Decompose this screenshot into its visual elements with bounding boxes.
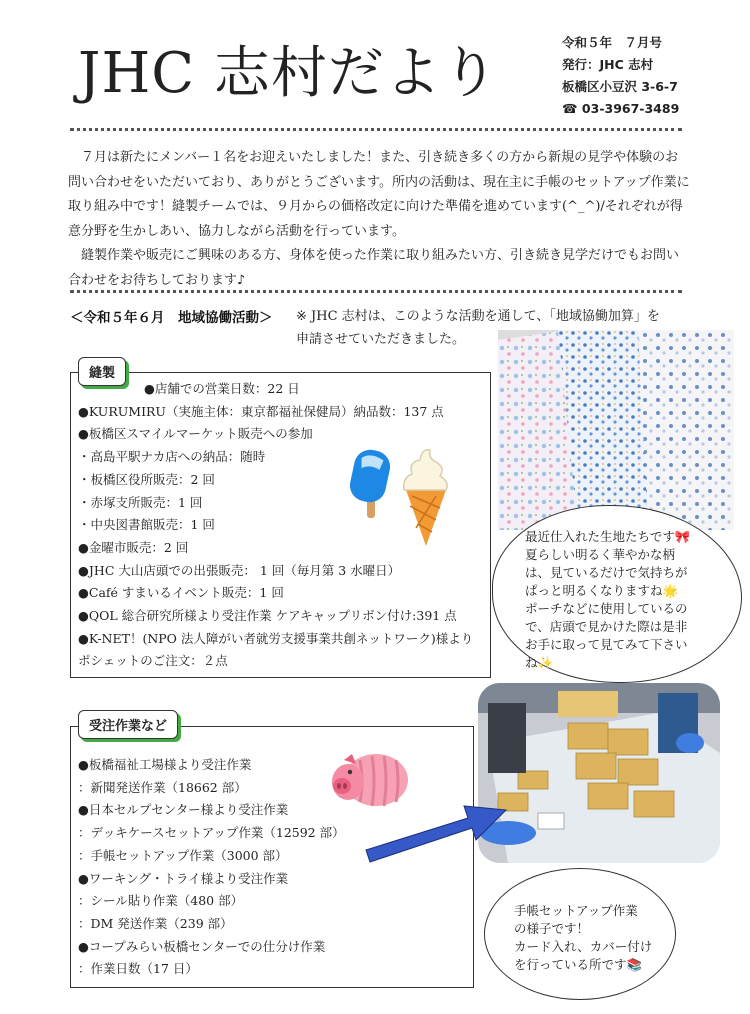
list-item: ・板橋区役所販売：2 回 — [78, 471, 215, 487]
list-item: ：シール貼り作業（480 部） — [78, 893, 244, 909]
caption-line: ね✨ — [525, 655, 554, 670]
caption-line: ぱっと明るくなりますね🌟 — [525, 583, 679, 598]
list-item: ●板橋区スマイルマーケット販売への参加 — [78, 426, 313, 442]
list-item: ●店舗での営業日数：22 日 — [144, 381, 300, 396]
list-item: ●コープみらい板橋センターでの仕分け作業 — [78, 938, 326, 954]
list-item: ：デッキケースセットアップ作業（12592 部） — [78, 825, 345, 841]
note-line: ※ JHC 志村は、このような活動を通して、「地域協働加算」を — [296, 309, 660, 324]
list-item: ポシェットのご注文：２点 — [78, 653, 228, 669]
intro-text — [68, 146, 690, 293]
arrow-icon — [362, 790, 512, 874]
caption-line: の様子です！ — [514, 921, 590, 936]
work-photo — [478, 683, 720, 863]
issue-date: 令和５年 ７月号 — [562, 35, 663, 50]
list-item: ●JHC 大山店頭での出張販売： 1 回（毎月第 3 水曜日） — [78, 562, 401, 578]
list-item: ●Café すまいるイベント販売：1 回 — [78, 585, 284, 601]
list-item: ：DM 発送作業（239 部） — [78, 915, 233, 931]
caption-line: お手に取って見てみて下さい — [525, 637, 688, 652]
publisher: 発行：JHC 志村 — [562, 57, 654, 72]
caption-line: 手帳セットアップ作業 — [514, 903, 638, 918]
caption-line: で、店頭で見かけた際は是非 — [525, 619, 688, 634]
list-item: ：作業日数（17 日） — [78, 961, 198, 977]
list-item: ●板橋福祉工場様より受注作業 — [78, 757, 252, 772]
address: 板橋区小豆沢 3-6-7 — [562, 79, 678, 94]
list-item: ●K-NET！(NPO 法人障がい者就労支援事業共創ネットワーク)様より — [78, 630, 474, 646]
list-item: ・高島平駅ナカ店への納品：随時 — [78, 449, 266, 465]
list-item: ●QOL 総合研究所様より受注作業 ケアキャップリボン付け:391 点 — [78, 608, 457, 624]
fabric-caption — [525, 528, 690, 672]
note-line: 申請させていただきました。 — [296, 332, 466, 347]
list-item: ●ワーキング・トライ様より受注作業 — [78, 870, 289, 886]
intro-paragraph: 縫製作業や販売にご興味のある方、身体を使った作業に取り組みたい方、引き続き見学だけでもお問い合わせをお待ちしております♪ — [68, 248, 680, 288]
intro-paragraph: ７月は新たにメンバー１名をお迎えいたしました！また、引き続き多くの方から新規の見学や体験のお問い合わせをいただいており、ありがとうございます。所内の活動は、現在主に手帳のセットアップ作業に取り組み中です！縫製チームでは、９月からの価格改定に向けた準備を進めています(^_^)/それぞれが得意分野を生かしあい、協力しながら活動を行っています。 — [68, 150, 690, 239]
sewing-tab: 縫製 — [78, 357, 126, 386]
newsletter-title: JHC 志村だより — [78, 41, 499, 106]
caption-line: を行っている所です📚 — [514, 957, 643, 972]
list-item: ：手帳セットアップ作業（3000 部） — [78, 847, 288, 863]
ice-pop-icon — [346, 446, 400, 526]
list-item: ●日本セルプセンター様より受注作業 — [78, 802, 289, 818]
orders-list — [78, 754, 345, 981]
list-item: ・赤塚支所販売：1 回 — [78, 494, 203, 510]
ice-cream-cone-icon — [398, 444, 454, 552]
list-item: ●金曜市販売：2 回 — [78, 539, 189, 555]
dotted-divider — [70, 128, 682, 131]
caption-line: は、見ているだけで気持ちが — [525, 565, 688, 580]
caption-line: カード入れ、カバー付け — [514, 939, 653, 954]
work-caption — [514, 902, 652, 974]
list-item: ●KURUMIRU（実施主体：東京都福祉保健局）納品数：137 点 — [78, 403, 444, 419]
section-heading: ＜令和５年６月 地域協働活動＞ — [70, 310, 273, 326]
issue-info — [562, 32, 679, 120]
orders-tab: 受注作業など — [78, 710, 178, 739]
list-item: ：新聞発送作業（18662 部） — [78, 779, 247, 795]
dotted-divider — [70, 290, 682, 293]
phone: ☎ 03-3967-3489 — [562, 101, 680, 116]
fabric-photo — [498, 330, 734, 530]
caption-line: ポーチなどに使用しているの — [525, 601, 688, 616]
list-item: ・中央図書館販売：1 回 — [78, 517, 215, 533]
caption-line: 夏らしい明るく華やかな柄 — [525, 547, 676, 562]
caption-line: 最近仕入れた生地たちです🎀 — [525, 529, 691, 544]
